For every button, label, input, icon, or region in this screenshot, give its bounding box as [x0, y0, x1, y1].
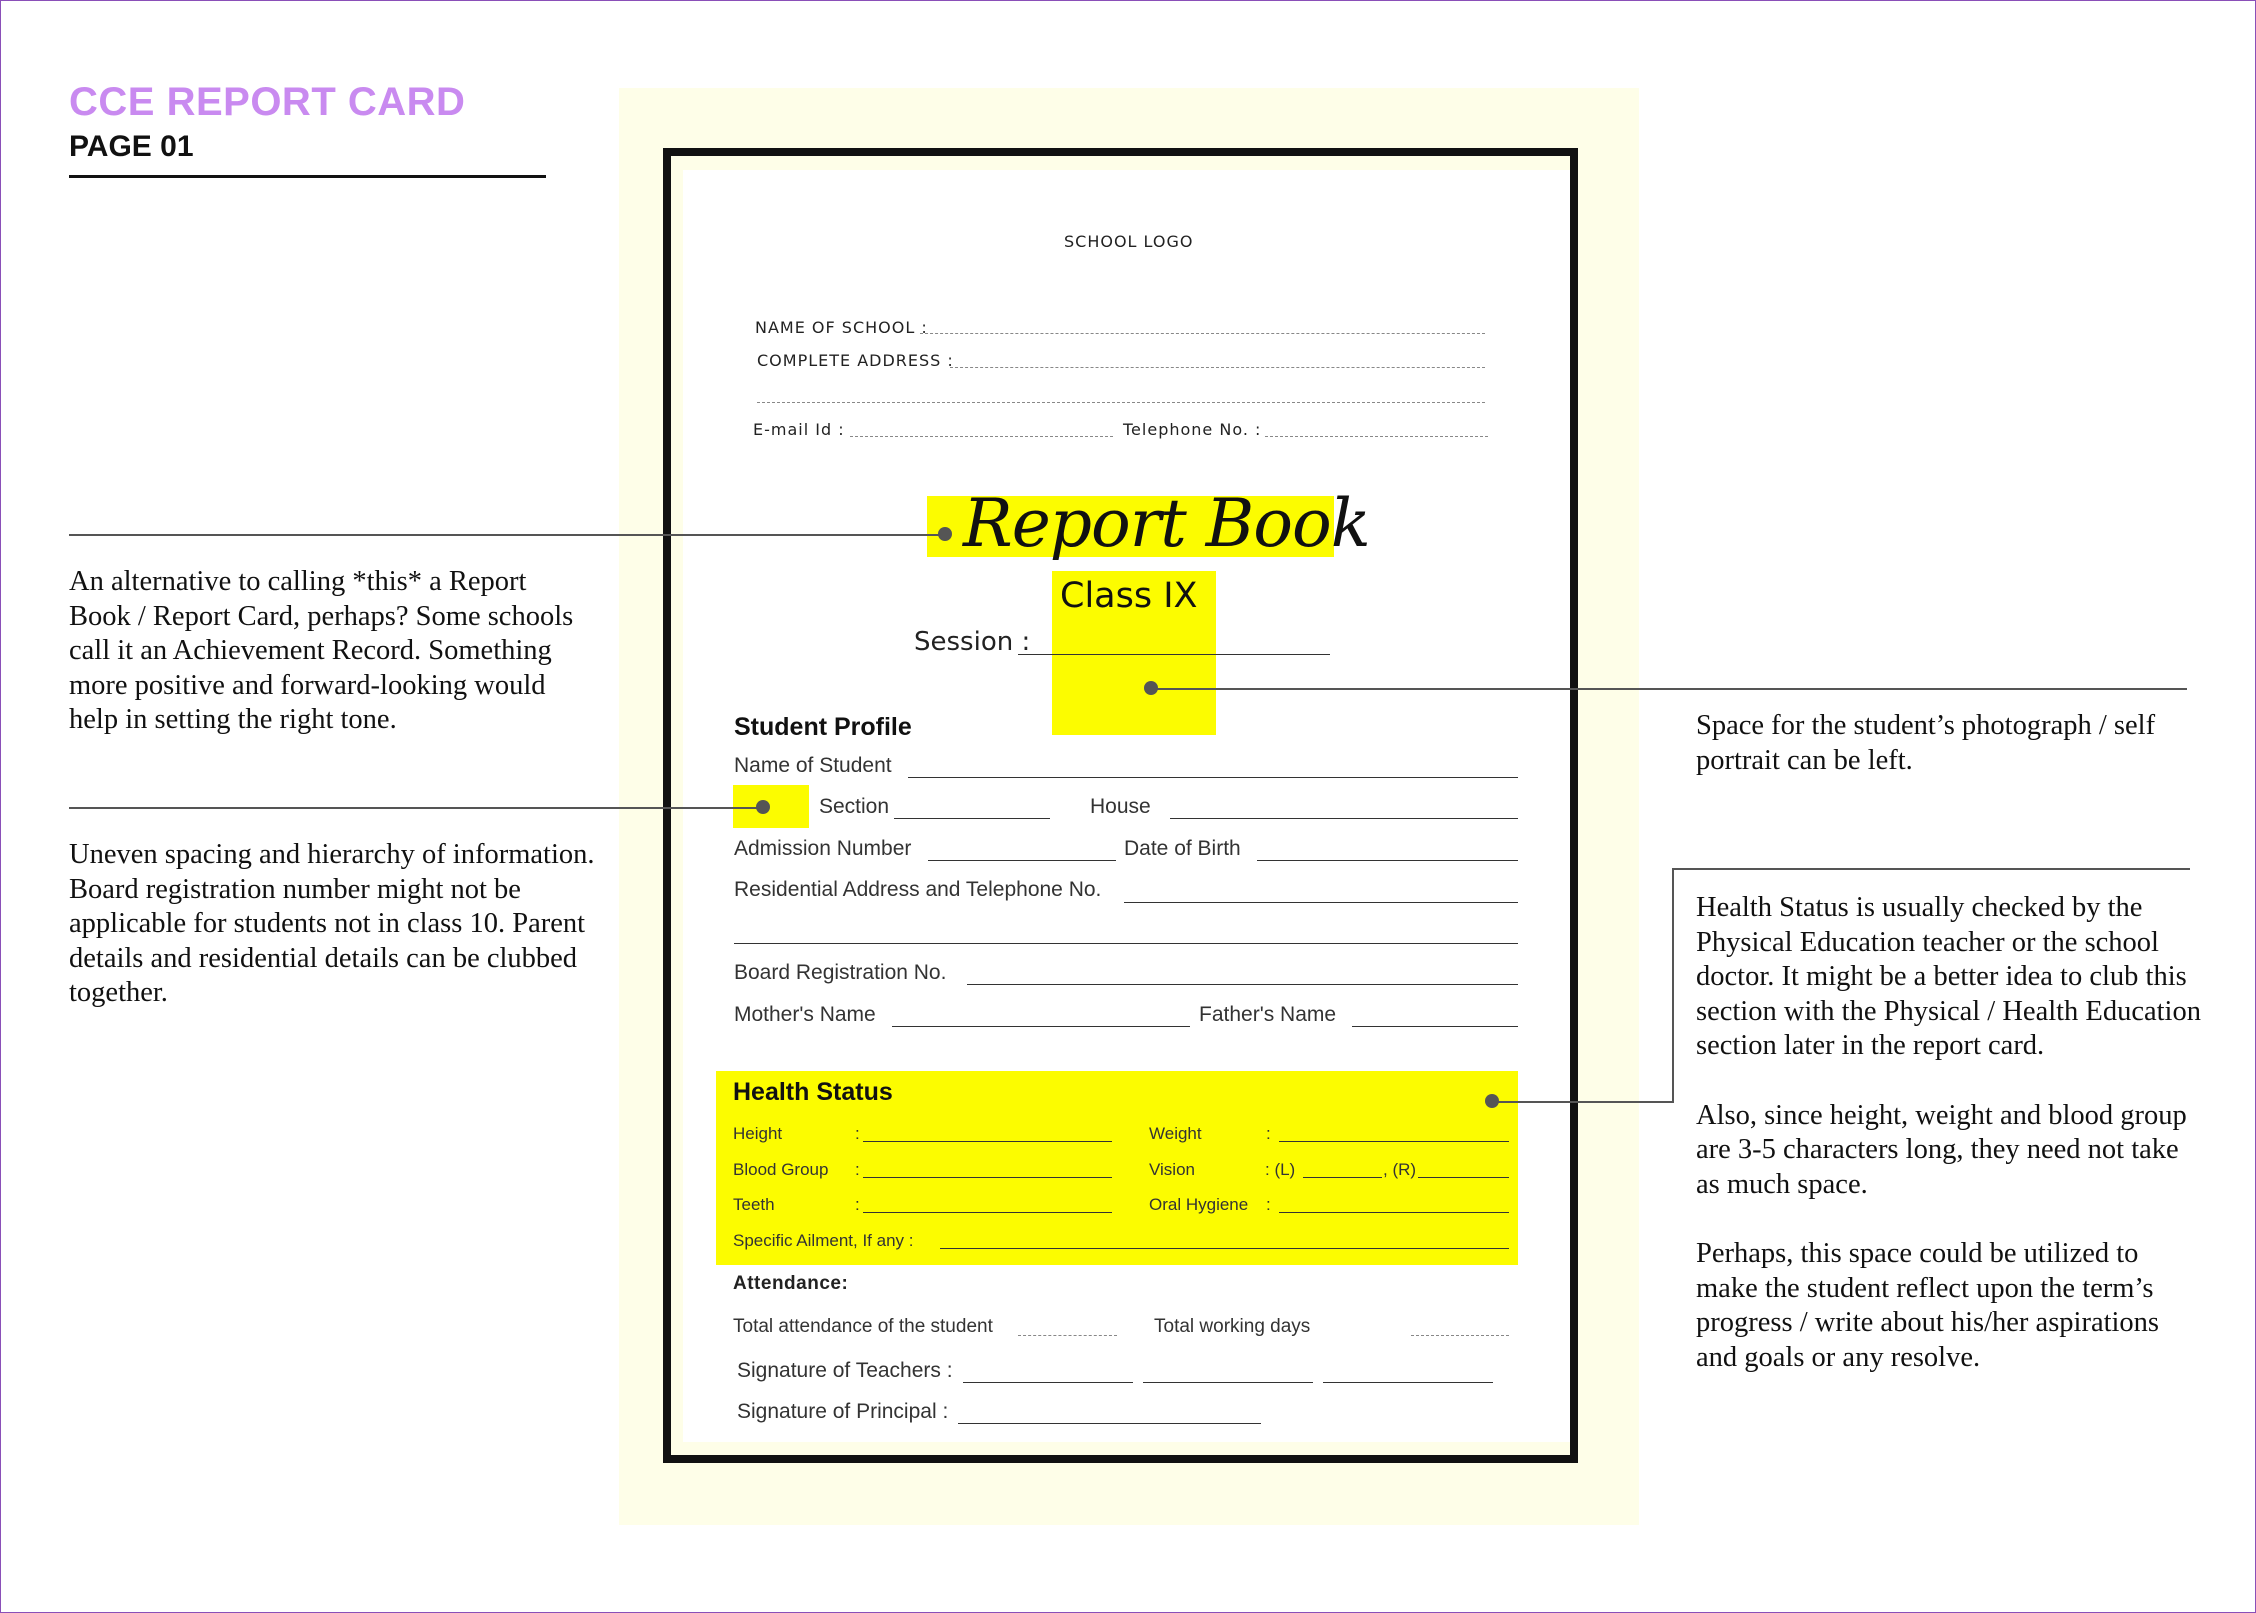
header-rule	[69, 175, 546, 178]
annotation-paragraph: Perhaps, this space could be utilized to make the student reflect upon the term’s progress / write about his/her aspirations and goals or any resolve.	[1696, 1237, 2160, 1373]
student-name-label: Name of Student	[734, 754, 892, 777]
board-registration-line	[967, 984, 1518, 985]
email-line	[850, 436, 1113, 437]
school-logo-placeholder: SCHOOL LOGO	[1064, 232, 1194, 251]
total-working-days-label: Total working days	[1154, 1316, 1311, 1337]
class-label: Class IX	[1060, 576, 1198, 616]
specific-ailment-line	[940, 1248, 1509, 1249]
annotation-health-status	[1696, 891, 2206, 1410]
total-working-days-line	[1411, 1335, 1509, 1336]
vision-right-label: , (R)	[1383, 1160, 1417, 1179]
address-line-2	[757, 402, 1485, 403]
callout-line-health-horizontal	[1492, 1101, 1674, 1103]
mother-name-line	[892, 1026, 1190, 1027]
father-name-line	[1352, 1026, 1518, 1027]
attendance-heading: Attendance:	[733, 1273, 849, 1294]
total-attendance-line	[1018, 1335, 1117, 1336]
mother-name-label: Mother's Name	[734, 1003, 876, 1026]
teeth-colon: :	[855, 1195, 860, 1214]
teachers-signature-label: Signature of Teachers :	[737, 1359, 953, 1382]
vision-label: Vision	[1149, 1160, 1195, 1179]
section-line	[894, 818, 1050, 819]
residential-address-line	[1124, 902, 1518, 903]
oral-hygiene-colon: :	[1266, 1195, 1271, 1214]
admission-number-label: Admission Number	[734, 837, 912, 860]
email-label: E-mail Id :	[753, 420, 845, 439]
teeth-line	[863, 1212, 1112, 1213]
height-colon: :	[855, 1124, 860, 1143]
vision-left-label: : (L)	[1265, 1160, 1296, 1179]
principal-signature-line	[958, 1423, 1261, 1424]
callout-dot-student-profile	[756, 800, 770, 814]
board-registration-label: Board Registration No.	[734, 961, 947, 984]
height-line	[863, 1141, 1112, 1142]
house-label: House	[1090, 795, 1151, 818]
health-status-heading: Health Status	[733, 1078, 893, 1106]
oral-hygiene-label: Oral Hygiene	[1149, 1195, 1249, 1214]
blood-group-colon: :	[855, 1160, 860, 1179]
student-name-line	[908, 777, 1518, 778]
callout-line-photo-space	[1151, 688, 2187, 690]
annotation-paragraph: Also, since height, weight and blood group are 3-5 characters long, they need not take as much space.	[1696, 1099, 2187, 1200]
annotation-report-book	[69, 565, 589, 738]
telephone-line	[1265, 436, 1488, 437]
callout-line-health-vertical	[1672, 868, 1674, 1102]
father-name-label: Father's Name	[1199, 1003, 1337, 1026]
total-attendance-label: Total attendance of the student	[733, 1316, 993, 1337]
dob-line	[1257, 860, 1518, 861]
address-line	[950, 367, 1485, 368]
annotation-text: Space for the student’s photograph / self portrait can be left.	[1696, 710, 2156, 776]
house-line	[1170, 818, 1518, 819]
specific-ailment-label: Specific Ailment, If any :	[733, 1231, 914, 1250]
teachers-signature-line-2	[1143, 1382, 1313, 1383]
callout-line-report-book	[69, 534, 945, 536]
document-title: CCE REPORT CARD	[69, 80, 466, 124]
callout-dot-health-status	[1485, 1094, 1499, 1108]
callout-dot-report-book	[938, 527, 952, 541]
weight-label: Weight	[1149, 1124, 1202, 1143]
session-line	[1018, 654, 1330, 655]
teachers-signature-line-1	[963, 1382, 1133, 1383]
admission-number-line	[928, 860, 1116, 861]
section-label: Section	[819, 795, 890, 818]
school-name-line	[920, 333, 1485, 334]
telephone-label: Telephone No. :	[1123, 420, 1262, 439]
callout-line-student-profile	[69, 807, 763, 809]
teeth-label: Teeth	[733, 1195, 775, 1214]
session-label: Session :	[914, 627, 1031, 657]
blood-group-label: Blood Group	[733, 1160, 829, 1179]
annotation-student-profile	[69, 838, 599, 1011]
callout-line-health-top	[1673, 868, 2190, 870]
dob-label: Date of Birth	[1124, 837, 1241, 860]
height-label: Height	[733, 1124, 783, 1143]
address-label: COMPLETE ADDRESS :	[757, 351, 954, 370]
blood-group-line	[863, 1177, 1112, 1178]
weight-line	[1279, 1141, 1509, 1142]
callout-dot-photo-space	[1144, 681, 1158, 695]
residential-address-label: Residential Address and Telephone No.	[734, 878, 1102, 901]
annotation-photo-space	[1696, 709, 2216, 778]
annotation-text: An alternative to calling *this* a Report Book / Report Card, perhaps? Some schools call it an Achievement Record. Something more positive and forward-looking would help in setting the right tone.	[69, 566, 574, 736]
weight-colon: :	[1266, 1124, 1271, 1143]
report-book-title: Report Book	[963, 485, 1370, 562]
oral-hygiene-line	[1279, 1212, 1509, 1213]
student-profile-heading: Student Profile	[734, 713, 912, 741]
page-number: PAGE 01	[69, 130, 194, 163]
vision-left-line	[1303, 1177, 1382, 1178]
vision-right-line	[1418, 1177, 1509, 1178]
principal-signature-label: Signature of Principal :	[737, 1400, 949, 1423]
teachers-signature-line-3	[1323, 1382, 1493, 1383]
annotation-paragraph: Health Status is usually checked by the Physical Education teacher or the school doctor. It might be a better idea to club this section with the Physical / Health Education section later in the report card.	[1696, 892, 2201, 1062]
annotation-text: Uneven spacing and hierarchy of information. Board registration number might not be applicable for students not in class 10. Parent details and residential details can be clubbed together.	[69, 839, 595, 1009]
residential-address-line-2	[734, 943, 1518, 944]
school-name-label: NAME OF SCHOOL :	[755, 318, 928, 337]
